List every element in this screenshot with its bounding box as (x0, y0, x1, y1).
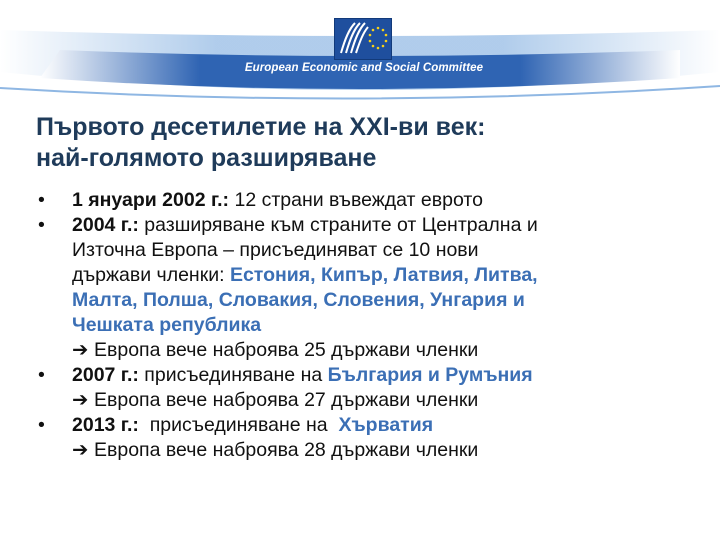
list-item-2002 (38, 188, 698, 213)
list-item-2004 (38, 213, 698, 363)
item-label: 2013 г.: (72, 414, 139, 436)
item-label: 1 януари 2002 г.: (72, 189, 230, 211)
bullet-icon: • (38, 364, 45, 386)
item-text: 12 страни въвеждат еврото (229, 189, 483, 211)
bullet-icon: • (38, 214, 45, 236)
bullet-icon: • (38, 414, 45, 436)
item-text: присъединяване на (138, 414, 339, 436)
item-label: 2007 г.: (72, 364, 139, 386)
countries-highlight: Малта, Полша, Словакия, Словения, Унгария и (72, 289, 525, 311)
item-text: разширяване към страните от Централна и (138, 214, 538, 236)
list-item-2013 (38, 413, 698, 463)
item-label: 2004 г.: (72, 214, 139, 236)
title-line-1: Първото десетилетие на XXI-ви век: (36, 113, 486, 141)
eesc-logo (334, 18, 392, 60)
arrow-right-icon: ➔ (72, 339, 89, 361)
slide-title (36, 112, 696, 174)
organization-name: European Economic and Social Committee (244, 62, 484, 74)
result-text: Европа вече наброява 28 държави членки (94, 439, 479, 461)
countries-highlight: България и Румъния (327, 364, 533, 386)
item-text: държави членки: (72, 264, 230, 286)
item-text: присъединяване на (138, 364, 328, 386)
item-text: Източна Европа – присъединяват се 10 нови (72, 239, 479, 261)
list-item-2007 (38, 363, 698, 413)
countries-highlight: Естония, Кипър, Латвия, Литва, (229, 264, 538, 286)
arrow-right-icon: ➔ (72, 389, 89, 411)
arrow-right-icon: ➔ (72, 439, 89, 461)
result-text: Европа вече наброява 27 държави членки (94, 389, 479, 411)
bullet-list (38, 188, 698, 463)
countries-highlight: Хърватия (338, 414, 434, 436)
title-line-2: най-голямото разширяване (36, 144, 377, 172)
result-text: Европа вече наброява 25 държави членки (94, 339, 479, 361)
countries-highlight: Чешката република (72, 314, 262, 336)
bullet-icon: • (38, 189, 45, 211)
